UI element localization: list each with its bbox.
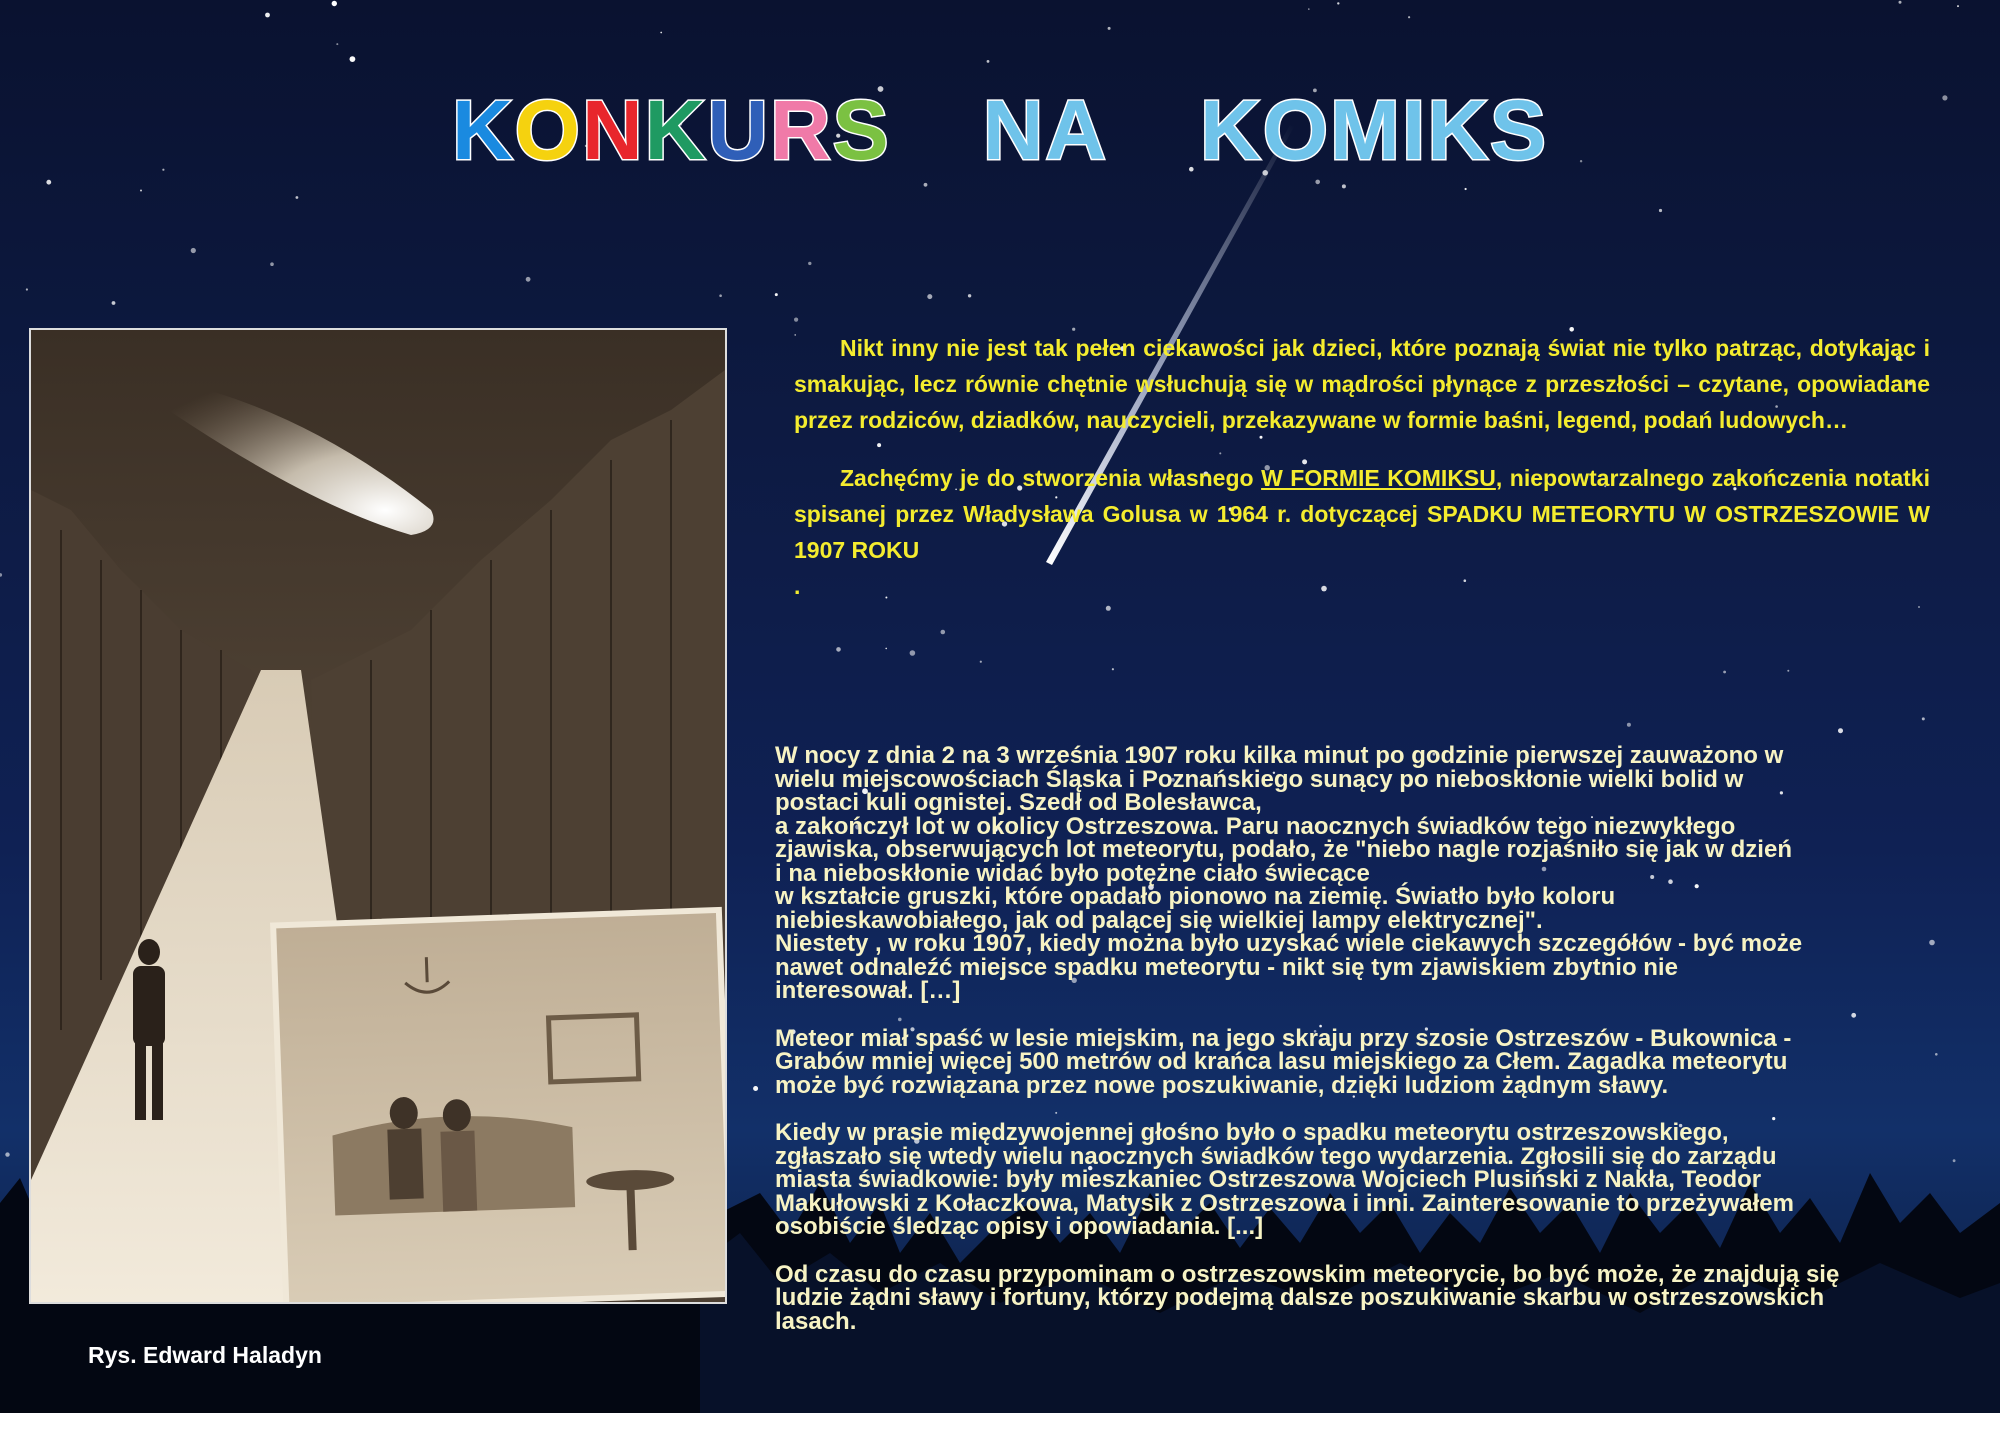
intro-paragraph-2: [794, 460, 1930, 604]
title-letter: K: [451, 83, 515, 177]
intro-p2-start: Zachęćmy je do stworzenia własnego: [840, 465, 1262, 491]
story-line: postaci kuli ognistej. Szedł od Bolesławca,: [775, 789, 1262, 816]
title-letter: O: [514, 83, 582, 177]
story-line: interesował. […]: [775, 977, 961, 1004]
story-line: a zakończył lot w okolicy Ostrzeszowa. Paru naocznych świadków tego niezwykłego: [775, 812, 1736, 840]
story-line: w kształcie gruszki, które opadało pionowo na ziemię. Światło było koloru: [775, 883, 1616, 910]
title-letter: N: [581, 83, 645, 177]
intro-paragraph-1: Nikt inny nie jest tak pełen ciekawości jak dzieci, które poznają świat nie tylko patrząc, dotykając i smakując, lecz równie chętnie wsłuchują się w mądrości płynące z przeszłości – czytane, opowiadane przez rodziców, dziadków, nauczycieli, przekazywane w formie baśni, legend, podań ludowych…: [794, 335, 1930, 433]
story-paragraph-2: [775, 1024, 1955, 1099]
story-line: nawet odnaleźć miejsce spadku meteorytu - nikt się tym zjawiskiem zbytnio nie: [775, 953, 1678, 981]
story-line: zjawiska, obserwujących lot meteorytu, podało, że "niebo nagle rozjaśniło się jak w dzień: [775, 836, 1792, 863]
story-line: lasach.: [775, 1307, 857, 1335]
story-line: i na nieboskłonie widać było potężne ciało świecące: [775, 859, 1370, 887]
story-paragraph-1: [775, 744, 1955, 1003]
title-word-komiks: KOMIKS: [1200, 83, 1549, 177]
poster-title: [0, 82, 2000, 179]
story-line: może być rozwiązana przez nowe poszukiwanie, dzięki ludziom żądnym sławy.: [775, 1071, 1669, 1099]
title-letter: S: [832, 83, 891, 177]
story-line: Niestety , w roku 1907, kiedy można było uzyskać wiele ciekawych szczegółów - być może: [775, 930, 1803, 957]
intro-p3: .: [794, 573, 801, 599]
story-line: miasta świadkowie: były mieszkaniec Ostrzeszowa Wojciech Plusiński z Nakła, Teodor: [775, 1166, 1762, 1193]
title-letter: U: [707, 83, 770, 177]
story-paragraph-3: [775, 1121, 1955, 1239]
title-word-konkurs: [452, 83, 891, 177]
intro-text: [794, 330, 1930, 626]
story-line: osobiście śledząc opisy i opowiadania. [...]: [775, 1213, 1264, 1240]
story-line: Od czasu do czasu przypominam o ostrzeszowskim meteorycie, bo być może, że znajdują się: [775, 1260, 1840, 1288]
title-word-na: NA: [982, 83, 1109, 177]
story-text: [775, 744, 1955, 1357]
illustration-caption: Rys. Edward Haladyn: [88, 1342, 322, 1368]
story-line: niebieskawobiałego, jak od palącej się wielkiej lampy elektrycznej".: [775, 906, 1543, 934]
intro-p2-underlined: W FORMIE KOMIKSU: [1261, 465, 1496, 491]
story-paragraph-4: [775, 1260, 1955, 1335]
pencil-illustration: [29, 328, 727, 1304]
story-line: W nocy z dnia 2 na 3 września 1907 roku kilka minut po godzinie pierwszej zauważono w: [775, 742, 1784, 769]
story-line: Meteor miał spaść w lesie miejskim, na jego skraju przy szosie Ostrzeszów - Bukownica -: [775, 1024, 1792, 1052]
story-line: wielu miejscowościach Śląska i Poznańskiego sunący po nieboskłonie wielki bolid w: [775, 765, 1744, 793]
story-line: Makułowski z Kołaczkowa, Matysik z Ostrzeszowa i inni. Zainteresowanie to przeżywałem: [775, 1189, 1794, 1217]
story-line: zgłaszało się wtedy wielu naocznych świadków tego wydarzenia. Zgłosili się do zarządu: [775, 1142, 1777, 1170]
intro-p2-end: , niepowtarzalnego zakończenia notatki spisanej przez Władysława Golusa w 1964 r. dotyczącej SPADKU METEORYTU W OSTRZESZOWIE W 1907 ROKU: [794, 465, 1930, 563]
story-line: ludzie żądni sławy i fortuny, którzy podejmą dalsze poszukiwanie skarbu w ostrzeszowskich: [775, 1284, 1825, 1311]
story-line: Grabów mniej więcej 500 metrów od krańca lasu miejskiego za Cłem. Zagadka meteorytu: [775, 1048, 1788, 1075]
title-letter: K: [644, 83, 708, 177]
title-letter: R: [770, 83, 833, 177]
story-line: Kiedy w prasie międzywojennej głośno było o spadku meteorytu ostrzeszowskiego,: [775, 1119, 1729, 1146]
